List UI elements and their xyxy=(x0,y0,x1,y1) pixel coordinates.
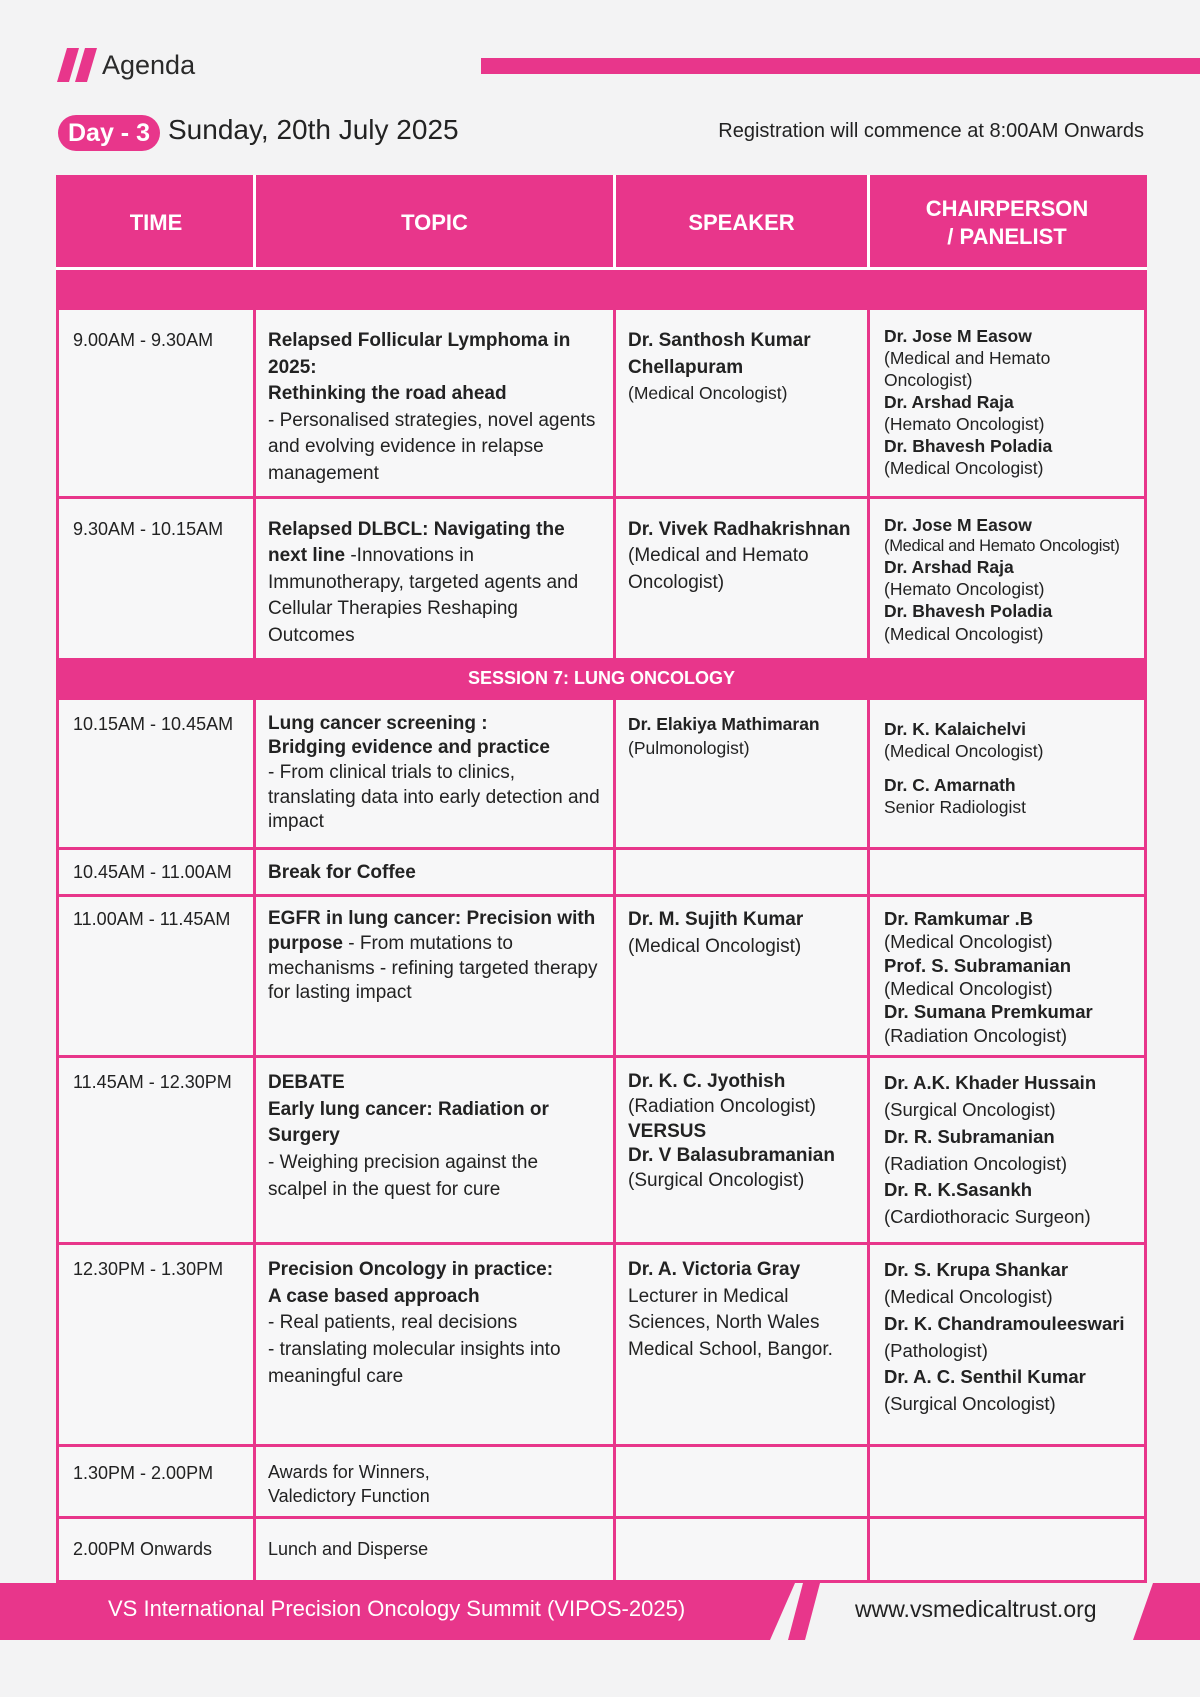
table-row xyxy=(58,1244,1146,1446)
header-topic: TOPIC xyxy=(255,177,615,269)
header-chair-line2: / PANELIST xyxy=(947,223,1067,249)
topic-cell: Lung cancer screening : Bridging evidence and practice - From clinical trials to clinics, translating data into early detection and impact xyxy=(255,698,615,848)
speaker-cell xyxy=(615,1517,869,1581)
topic-cell: Relapsed Follicular Lymphoma in 2025: Rethinking the road ahead - Personalised strategies, novel agents and evolving evidence in relapse management xyxy=(255,309,615,498)
header-speaker: SPEAKER xyxy=(615,177,869,269)
day-badge: Day - 3 xyxy=(58,115,160,151)
session-row xyxy=(58,659,1146,698)
table-row xyxy=(58,698,1146,848)
speaker-cell: Dr. M. Sujith Kumar (Medical Oncologist) xyxy=(615,896,869,1057)
header-chair-line1: CHAIRPERSON xyxy=(925,196,1089,221)
agenda-table xyxy=(56,175,1147,1583)
time-cell: 11.00AM - 11.45AM xyxy=(58,896,255,1057)
table-row xyxy=(58,1057,1146,1244)
header-accent-bar xyxy=(481,58,1200,74)
table-row xyxy=(58,1446,1146,1518)
footer-right-accent xyxy=(1133,1583,1200,1640)
table-row xyxy=(58,309,1146,498)
topic-cell: Lunch and Disperse xyxy=(255,1517,615,1581)
speaker-cell: Dr. A. Victoria Gray Lecturer in Medical Sciences, North Wales Medical School, Bangor. xyxy=(615,1244,869,1446)
agenda-slash-icon xyxy=(57,48,99,82)
table-row xyxy=(58,497,1146,659)
table-row xyxy=(58,848,1146,896)
table-row xyxy=(58,1517,1146,1581)
time-cell: 9.30AM - 10.15AM xyxy=(58,497,255,659)
time-cell: 11.45AM - 12.30PM xyxy=(58,1057,255,1244)
speaker-cell: Dr. K. C. Jyothish (Radiation Oncologist) VERSUS Dr. V Balasubramanian (Surgical Oncologist) xyxy=(615,1057,869,1244)
chair-cell xyxy=(869,1446,1146,1518)
page-title: Agenda xyxy=(102,50,196,80)
chair-cell xyxy=(869,1517,1146,1581)
pink-spacer-row xyxy=(58,269,1146,309)
header-time: TIME xyxy=(58,177,255,269)
speaker-cell xyxy=(615,1446,869,1518)
table-row xyxy=(58,896,1146,1057)
speaker-cell: Dr. Vivek Radhakrishnan (Medical and Hemato Oncologist) xyxy=(615,497,869,659)
topic-cell: Relapsed DLBCL: Navigating the next line -Innovations in Immunotherapy, targeted agents and Cellular Therapies Reshaping Outcomes xyxy=(255,497,615,659)
topic-cell: Awards for Winners, Valedictory Function xyxy=(255,1446,615,1518)
footer-summit-name: VS International Precision Oncology Summit (VIPOS-2025) xyxy=(108,1596,686,1621)
session-title: SESSION 7: LUNG ONCOLOGY xyxy=(58,659,1146,698)
day-date: Sunday, 20th July 2025 xyxy=(168,114,459,145)
chair-cell: Dr. K. Kalaichelvi (Medical Oncologist) Dr. C. Amarnath Senior Radiologist xyxy=(869,698,1146,848)
time-cell: 9.00AM - 9.30AM xyxy=(58,309,255,498)
speaker-cell: Dr. Elakiya Mathimaran (Pulmonologist) xyxy=(615,698,869,848)
time-cell: 12.30PM - 1.30PM xyxy=(58,1244,255,1446)
speaker-cell: Dr. Santhosh Kumar Chellapuram (Medical Oncologist) xyxy=(615,309,869,498)
footer-website-link[interactable]: www.vsmedicaltrust.org xyxy=(855,1596,1097,1622)
header-chairperson xyxy=(869,177,1146,269)
time-cell: 2.00PM Onwards xyxy=(58,1517,255,1581)
topic-cell: DEBATE Early lung cancer: Radiation or Surgery - Weighing precision against the scalpel in the quest for cure xyxy=(255,1057,615,1244)
speaker-cell xyxy=(615,848,869,896)
chair-cell: Dr. Ramkumar .B (Medical Oncologist) Prof. S. Subramanian (Medical Oncologist) Dr. Sumana Premkumar (Radiation Oncologist) xyxy=(869,896,1146,1057)
topic-cell: Precision Oncology in practice: A case based approach - Real patients, real decisions - translating molecular insights into meaningful care xyxy=(255,1244,615,1446)
footer-slash-icon xyxy=(770,1583,850,1640)
time-cell: 10.15AM - 10.45AM xyxy=(58,698,255,848)
chair-cell: Dr. Jose M Easow (Medical and Hemato Oncologist) Dr. Arshad Raja (Hemato Oncologist) Dr. Bhavesh Poladia (Medical Oncologist) xyxy=(869,497,1146,659)
chair-cell: Dr. Jose M Easow (Medical and Hemato Oncologist) Dr. Arshad Raja (Hemato Oncologist) Dr. Bhavesh Poladia (Medical Oncologist) xyxy=(869,309,1146,498)
chair-cell: Dr. S. Krupa Shankar (Medical Oncologist) Dr. K. Chandramouleeswari (Pathologist) Dr. A. C. Senthil Kumar (Surgical Oncologist) xyxy=(869,1244,1146,1446)
topic-cell: Break for Coffee xyxy=(255,848,615,896)
table-header-row xyxy=(58,177,1146,269)
time-cell: 1.30PM - 2.00PM xyxy=(58,1446,255,1518)
time-cell: 10.45AM - 11.00AM xyxy=(58,848,255,896)
chair-cell xyxy=(869,848,1146,896)
topic-cell: EGFR in lung cancer: Precision with purpose - From mutations to mechanisms - refining targeted therapy for lasting impact xyxy=(255,896,615,1057)
chair-cell: Dr. A.K. Khader Hussain (Surgical Oncologist) Dr. R. Subramanian (Radiation Oncologist) Dr. R. K.Sasankh (Cardiothoracic Surgeon) xyxy=(869,1057,1146,1244)
registration-note: Registration will commence at 8:00AM Onwards xyxy=(718,120,1144,142)
